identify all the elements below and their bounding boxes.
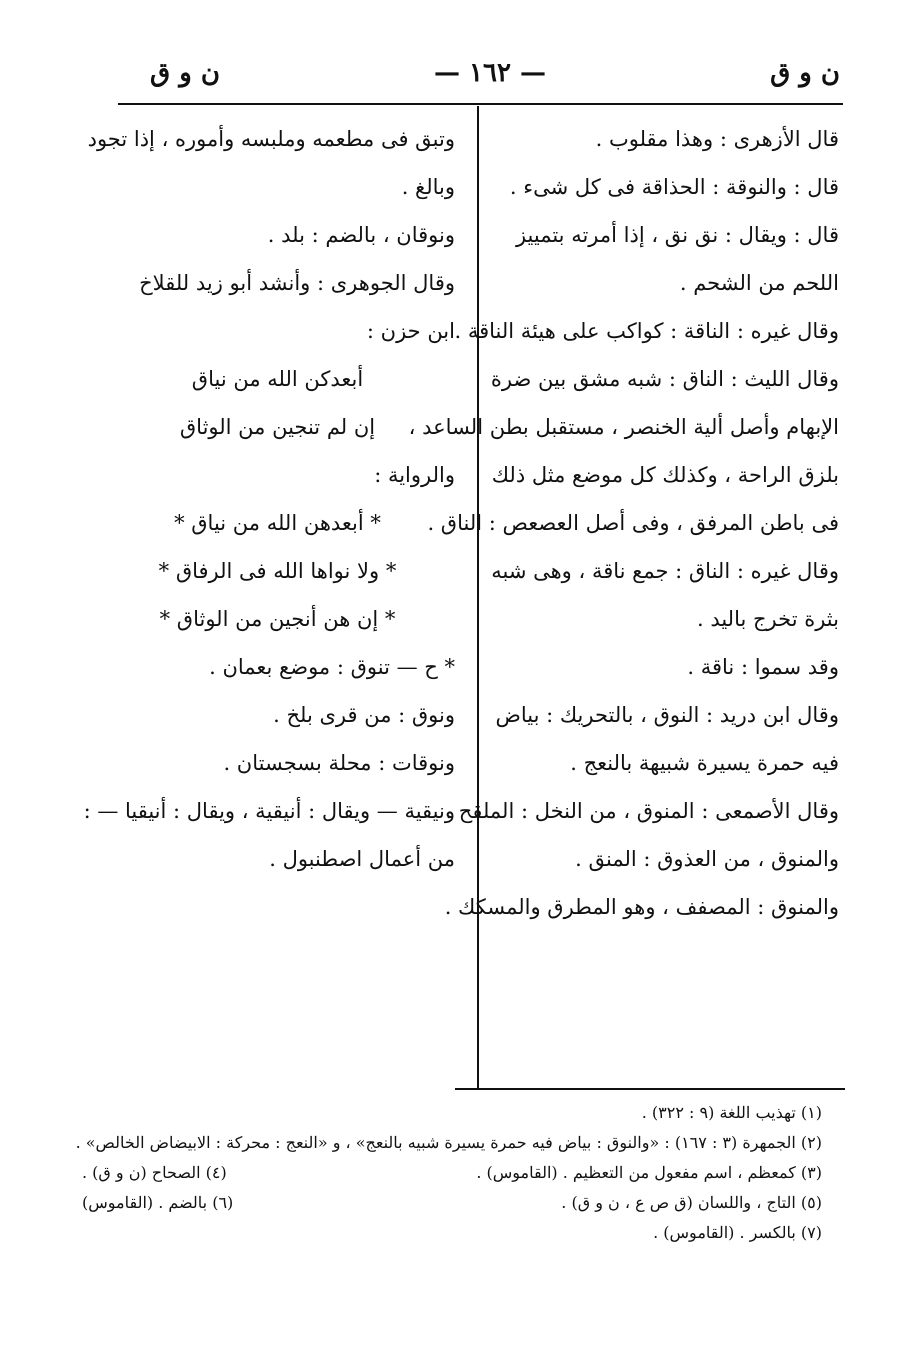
text-line: وبالغ . <box>401 175 455 199</box>
footnote-6: (٦) بالضم . (القاموس) <box>82 1193 234 1212</box>
page-number: — ١٦٢ — <box>433 58 547 88</box>
text-line: وقال غيره : الناقة : كواكب على هيئة الناقة . <box>454 319 839 343</box>
text-line: * ح — تنوق : موضع بعمان . <box>209 655 455 679</box>
footnote-4: (٤) الصحاح (ن و ق) . <box>82 1163 227 1182</box>
text-line: وقال الأصمعى : المنوق ، من النخل : الملقح . <box>445 799 839 823</box>
text-line: ابن حزن : <box>366 319 455 343</box>
footnote <box>82 1188 822 1218</box>
left-column <box>83 115 455 883</box>
text-line: وقال الليث : الناق : شبه مشق بين ضرة <box>490 367 839 391</box>
footnote-3: (٣) كمعظم ، اسم مفعول من التعظيم . (القاموس) . <box>476 1163 822 1182</box>
verse-line: إن لم تنجين من الوثاق <box>179 415 376 439</box>
text-line: فيه حمرة يسيرة شبيهة بالنعج . <box>570 751 839 775</box>
text-line: ونيقية — ويقال : أنيقية ، ويقال : أنيقيا — : <box>83 799 455 823</box>
footnotes <box>75 1098 822 1248</box>
text-line: وقال ابن دريد : النوق ، بالتحريك : بياض <box>495 703 839 727</box>
text-line: ونوقات : محلة بسجستان . <box>223 751 455 775</box>
footnote-1: (١) تهذيب اللغة (٩ : ٣٢٢) . <box>641 1103 822 1122</box>
text-line: والمنوق ، من العذوق : المنق . <box>575 847 839 871</box>
footnote-7: (٧) بالكسر . (القاموس) . <box>653 1223 822 1242</box>
text-line: وتبق فى مطعمه وملبسه وأموره ، إذا تجود <box>87 127 455 151</box>
text-line: وقال غيره : الناق : جمع ناقة ، وهى شبه <box>491 559 839 583</box>
text-line: وقد سموا : ناقة . <box>687 655 839 679</box>
text-line: قال : والنوقة : الحذاقة فى كل شىء . <box>509 175 839 199</box>
verse-line: * ولا نواها الله فى الرفاق * <box>158 559 397 583</box>
footnote-rule <box>455 1088 845 1090</box>
text-line: بلزق الراحة ، وكذلك كل موضع مثل ذلك <box>491 463 839 487</box>
text-line: فى باطن المرفق ، وفى أصل العصعص : الناق . <box>427 511 839 535</box>
footnote-2: (٢) الجمهرة (٣ : ١٦٧) : «والنوق : بياض فيه حمرة يسيرة شبيه بالنعج» ، و «النعج : محركة : الابيضاض الخالص» . <box>75 1133 822 1152</box>
footnote <box>82 1218 822 1248</box>
text-line: قال : ويقال : نق نق ، إذا أمرته بتمييز <box>515 223 839 247</box>
verse-line: أبعدكن الله من نياق <box>191 367 364 391</box>
text-line: والرواية : <box>374 463 455 487</box>
footnote-5: (٥) التاج ، واللسان (ق ص ع ، ن و ق) . <box>561 1193 822 1212</box>
page-header <box>140 58 840 98</box>
header-root-right: ن و ق <box>770 58 840 88</box>
header-rule <box>118 103 843 105</box>
footnote <box>82 1158 822 1188</box>
text-line: قال الأزهرى : وهذا مقلوب . <box>595 127 839 151</box>
footnote <box>82 1098 822 1128</box>
text-line: من أعمال اصطنبول . <box>269 847 455 871</box>
text-line: ونوقان ، بالضم : بلد . <box>267 223 455 247</box>
text-line: الإبهام وأصل ألية الخنصر ، مستقبل بطن الساعد ، <box>408 415 839 439</box>
column-divider <box>477 106 479 1090</box>
text-line: اللحم من الشحم . <box>679 271 839 295</box>
text-line: بثرة تخرج باليد . <box>696 607 839 631</box>
text-line: ونوق : من قرى بلخ . <box>273 703 455 727</box>
footnote <box>75 1128 822 1158</box>
verse-line: * إن هن أنجين من الوثاق * <box>159 607 396 631</box>
text-line: والمنوق : المصفف ، وهو المطرق والمسكك . <box>444 895 839 919</box>
verse-line: * أبعدهن الله من نياق * <box>174 511 381 535</box>
text-line: وقال الجوهرى : وأنشد أبو زيد للقلاخ <box>139 271 455 295</box>
header-root-left: ن و ق <box>150 58 220 88</box>
